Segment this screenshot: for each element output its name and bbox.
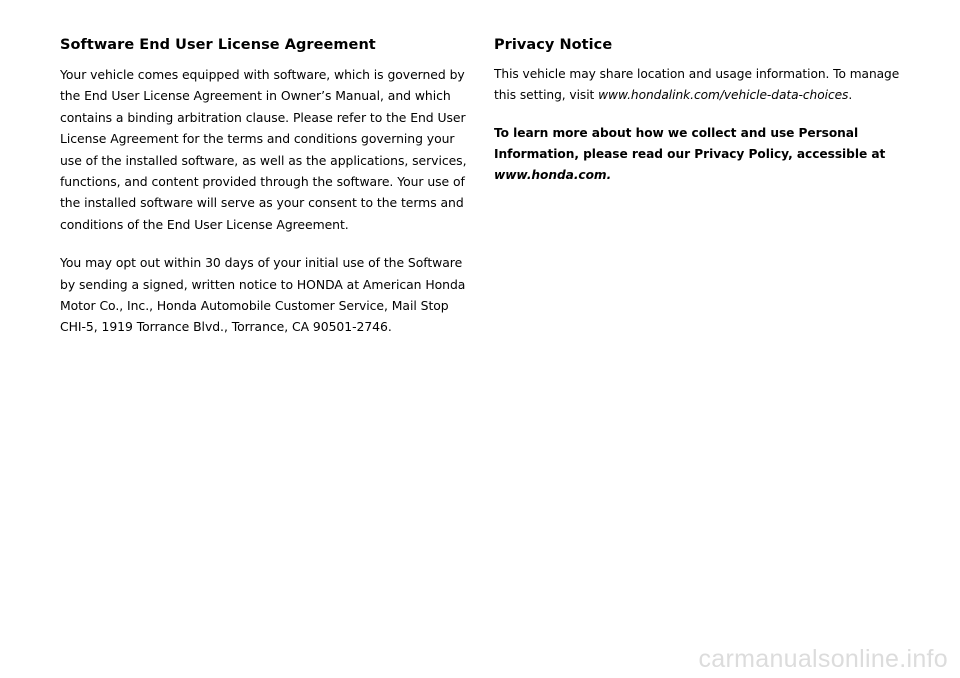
privacy-policy-text: To learn more about how we collect and use Personal Information, please read our Privacy Policy, accessible at (494, 126, 886, 161)
eula-paragraph: Your vehicle comes equipped with software, which is governed by the End User License Agreement in Owner’s Manual, and which contains a binding arbitration clause. Please refer to the End User License Agreement for the terms and conditions governing your use of the installed software, as well as the applications, services, functions, and content provided through the software. Your use of the installed software will serve as your consent to the terms and conditions of the End User License Agreement. (60, 67, 467, 232)
site-watermark: carmanualsonline.info (698, 645, 948, 673)
privacy-text-end: . (848, 88, 853, 102)
vehicle-data-choices-link[interactable]: www.hondalink.com/vehicle-data-choices (598, 88, 849, 102)
honda-website-link[interactable]: www.honda.com. (494, 168, 612, 182)
eula-section (60, 34, 472, 355)
eula-heading: Software End User License Agreement (60, 37, 376, 53)
opt-out-paragraph: You may opt out within 30 days of your initial use of the Software by sending a signed, written notice to HONDA at American Honda Motor Co., Inc., Honda Automobile Customer Service, Mail Stop CHI-5, 1919 Torrance Blvd., Torrance, CA 90501-2746. (60, 255, 466, 335)
privacy-section (494, 34, 914, 203)
privacy-paragraph (494, 64, 914, 106)
privacy-policy-paragraph (494, 123, 914, 186)
privacy-heading: Privacy Notice (494, 37, 613, 53)
privacy-text: This vehicle may share location and usage information. To manage this setting, visit (494, 67, 900, 102)
